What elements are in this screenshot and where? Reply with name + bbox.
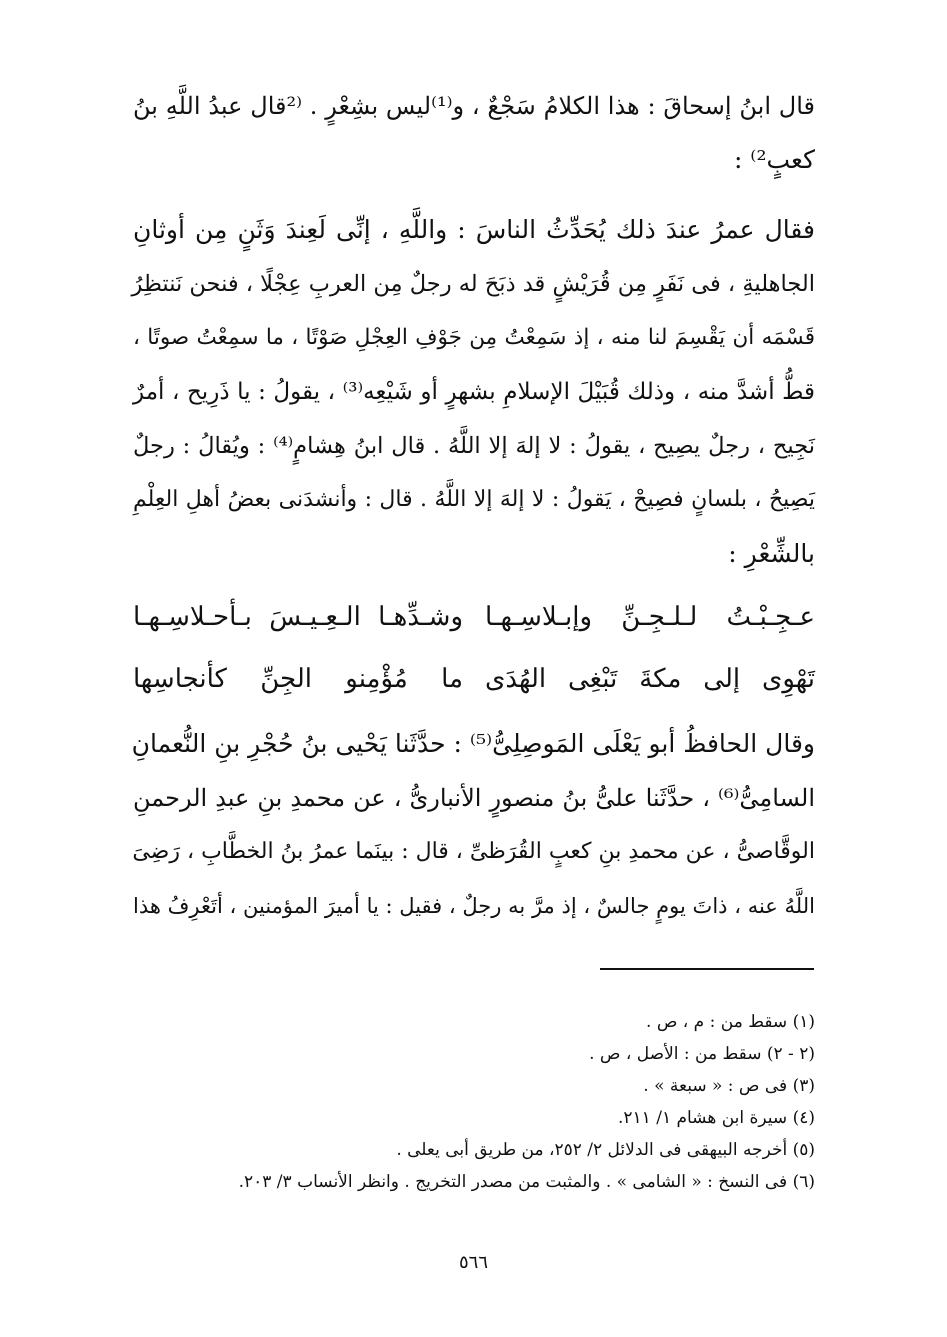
- text-line: يَصِيحُ ، بلسانٍ فصِيحْ ، يَقولُ : لا إلهَ إلا اللَّهُ . قال : وأنشدَنى بعضُ أهلِ العِلْمِ: [133, 487, 815, 512]
- verse-second-hemistich: ما مُؤْمِنو الجِنِّ كأنجاسِها: [133, 664, 463, 694]
- text-line: السامِىُّ⁽⁶⁾ ، حدَّثَنا علىُّ بنُ منصورٍ الأنبارىُّ ، عن محمدِ بنِ عبدِ الرحمنِ: [133, 784, 815, 812]
- text-line: كعبٍ²⁾ :: [733, 145, 815, 174]
- footnote: (٣) فى ص : « سبعة » .: [643, 1076, 815, 1096]
- footnote: (٥) أخرجه البيهقى فى الدلائل ٢/ ٢٥٢، من طريق أبى يعلى .: [396, 1140, 815, 1160]
- poem-verse: [133, 654, 815, 704]
- footnote: (٤) سيرة ابن هشام ١/ ٢١١.: [617, 1108, 815, 1128]
- text-line: قَسْمَه أن يَقْسِمَ لنا منه ، إذ سَمِعْتُ مِن جَوْفِ العِجْلِ صَوْتًا ، ما سمِعْتُ صوتًا ،: [133, 325, 815, 350]
- text-line: الجاهليةِ ، فى نَفَرٍ مِن قُرَيْشٍ قد ذبَحَ له رجلٌ مِن العربِ عِجْلًا ، فنحن نَنتظِرُ: [131, 271, 815, 297]
- text-line: نَجِيح ، رجلٌ يصِيح ، يقولُ : لا إلهَ إلا اللَّهُ . قال ابنُ هِشامٍ⁽⁴⁾ : ويُقالُ : رجلٌ: [133, 433, 815, 459]
- footnote: (٦) فى النسخ : « الشامى » . والمثبت من مصدر التخريج . وانظر الأنساب ٣/ ٢٠٣.: [238, 1172, 815, 1192]
- poem-verse: [133, 592, 815, 642]
- text-line: وقال الحافظُ أبو يَعْلَى المَوصِلِىُّ⁽⁵⁾ : حدَّثَنا يَحْيى بنُ حُجْرِ بنِ النُّعمانِ: [131, 729, 815, 758]
- footnote-separator: [600, 968, 814, 970]
- text-line: بالشِّعْرِ :: [728, 539, 815, 568]
- footnote: (١) سقط من : م ، ص .: [646, 1012, 815, 1032]
- text-line: فقال عمرُ عندَ ذلك يُحَدِّثُ الناسَ : واللَّهِ ، إنِّى لَعِندَ وَثَنٍ مِن أوثانِ: [133, 215, 815, 244]
- text-line: قطُّ أشدَّ منه ، وذلك قُبَيْلَ الإسلامِ بشهرٍ أو شَيْعِه⁽³⁾ ، يقولُ : يا ذَرِيح ، أمرٌ: [133, 379, 815, 405]
- text-line: الوقَّاصىُّ ، عن محمدِ بنِ كعبٍ القُرَظىِّ ، قال : بينَما عمرُ بنُ الخطَّابِ ، رَضِىَ: [132, 839, 815, 864]
- verse-first-hemistich: عـجِـبْـتُ لـلـجِـنِّ وإبـلاسِـهـا: [485, 602, 815, 632]
- text-line: قال ابنُ إسحاقَ : هذا الكلامُ سَجْعٌ ، و⁽¹⁾ليس بشِعْرٍ . ⁽²قال عبدُ اللَّهِ بنُ: [133, 92, 815, 120]
- verse-second-hemistich: وشـدِّهـا الـعِـيـسَ بـأحـلاسِـهـا: [133, 602, 463, 632]
- footnote: (٢ - ٢) سقط من : الأصل ، ص .: [589, 1044, 815, 1064]
- page-number: ٥٦٦: [458, 1252, 488, 1273]
- verse-first-hemistich: تَهْوِى إلى مكةَ تَبْغِى الهُدَى: [485, 664, 815, 694]
- text-line: اللَّهُ عنه ، ذاتَ يومٍ جالسٌ ، إذ مرَّ به رجلٌ ، فقيل : يا أميرَ المؤمنين ، أتَعْرِفُ هذا: [133, 894, 815, 918]
